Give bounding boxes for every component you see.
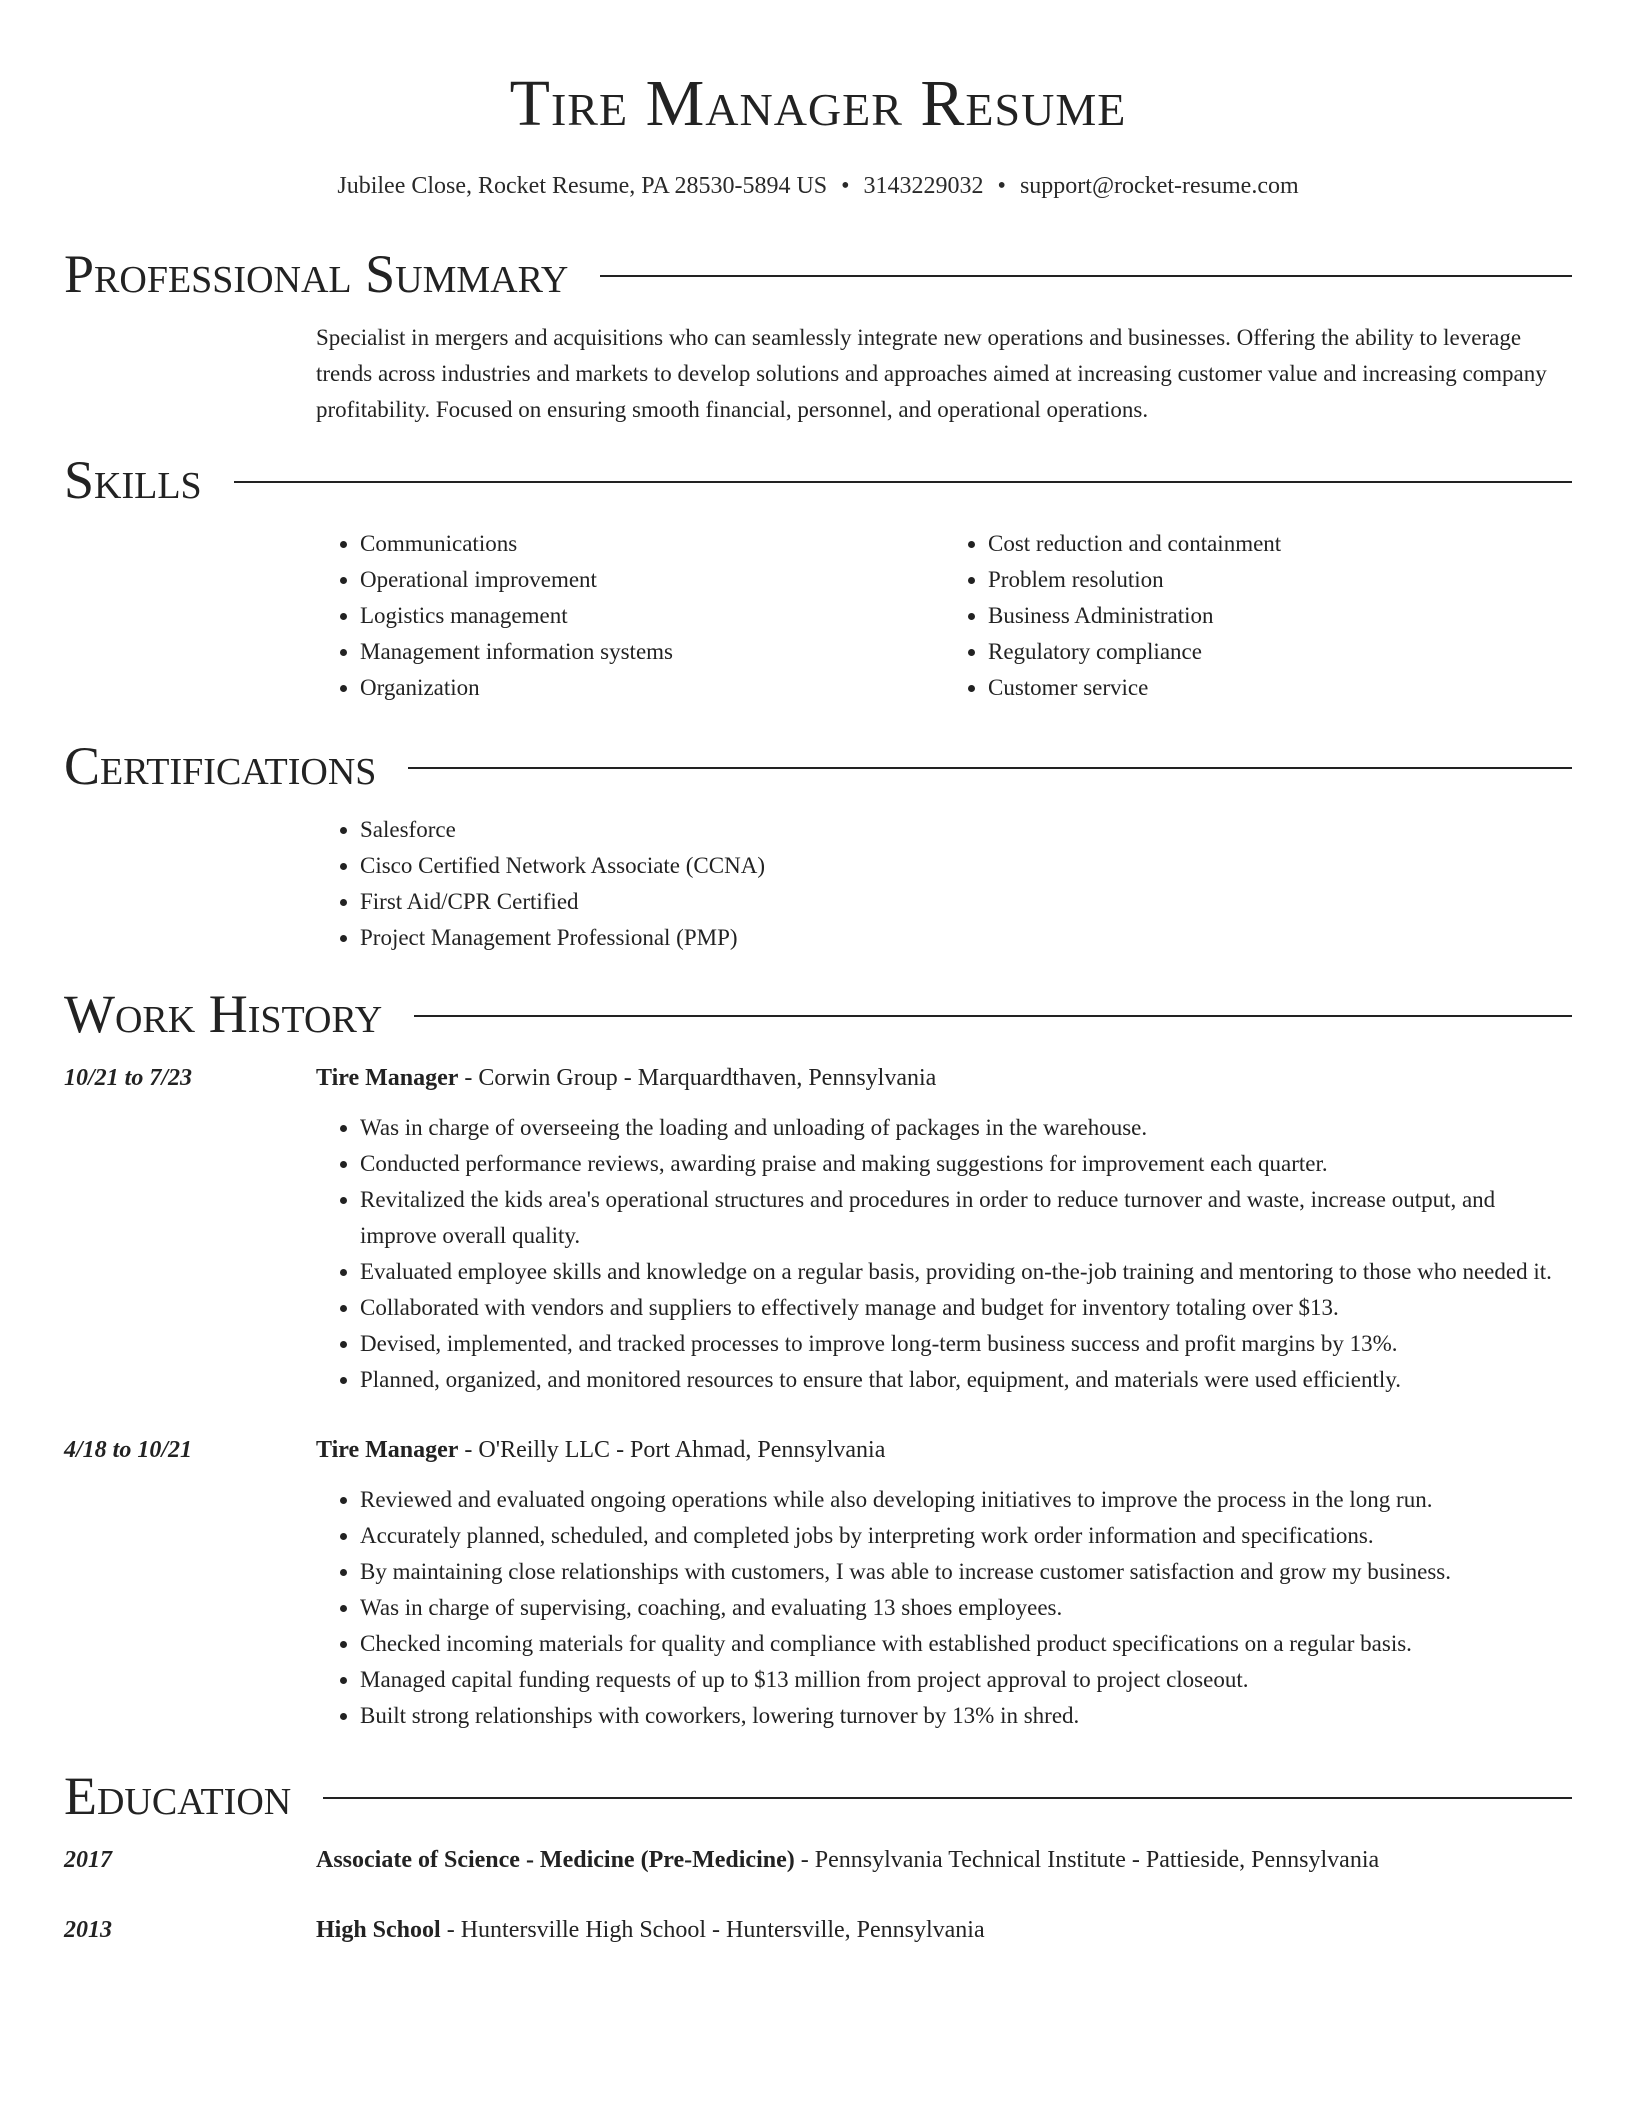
work-history-heading-row [64, 982, 1572, 1046]
education-line [316, 1912, 985, 1948]
job-title-line [316, 1432, 885, 1468]
job-bullet: • Managed capital funding requests of up to $13 million from project approval to project closeout. [360, 1662, 1572, 1698]
job-bullets [316, 1482, 1572, 1734]
section-divider [408, 767, 1572, 769]
skill-item: • Customer service [988, 670, 1572, 706]
skills-grid [316, 526, 1572, 706]
contact-phone: 3143229032 [863, 173, 984, 199]
skill-item: • Business Administration [988, 598, 1572, 634]
summary-section [64, 242, 1572, 428]
summary-heading-row [64, 242, 1572, 306]
summary-heading: Professional Summary [64, 244, 569, 304]
work-history-section [64, 982, 1572, 1734]
job-bullet: • Accurately planned, scheduled, and completed jobs by interpreting work order information and specifications. [360, 1518, 1572, 1554]
job-bullet: • Revitalized the kids area's operational structures and procedures in order to reduce turnover and waste, increase output, and improve overall quality. [360, 1182, 1572, 1254]
education-year: 2013 [64, 1917, 112, 1943]
skills-section [64, 448, 1572, 706]
certifications-content [316, 812, 1572, 956]
job-entry [64, 1432, 1572, 1468]
skill-item: • Regulatory compliance [988, 634, 1572, 670]
skill-item: • Communications [360, 526, 944, 562]
skill-item: • Problem resolution [988, 562, 1572, 598]
contact-email: support@rocket-resume.com [1019, 173, 1299, 199]
job-bullet: • Was in charge of supervising, coaching, and evaluating 13 shoes employees. [360, 1590, 1572, 1626]
job-bullet: • Was in charge of overseeing the loading and unloading of packages in the warehouse. [360, 1110, 1572, 1146]
job-dates: 10/21 to 7/23 [64, 1065, 193, 1091]
skills-heading-row [64, 448, 1572, 512]
education-line [316, 1842, 1379, 1878]
job-bullet-list [316, 1110, 1572, 1398]
education-heading-row [64, 1764, 1572, 1828]
contact-separator: • [997, 173, 1006, 199]
education-degree: High School [316, 1917, 441, 1943]
job-title-line [316, 1060, 936, 1096]
job-bullet: • Devised, implemented, and tracked processes to improve long-term business success and profit margins by 13%. [360, 1326, 1572, 1362]
certification-item: • Cisco Certified Network Associate (CCNA) [360, 848, 1572, 884]
contact-separator: • [841, 173, 850, 199]
contact-line [64, 170, 1572, 202]
job-bullet: • By maintaining close relationships with customers, I was able to increase customer satisfaction and grow my business. [360, 1554, 1572, 1590]
job-dates: 4/18 to 10/21 [64, 1437, 193, 1463]
skills-list-right [944, 526, 1572, 706]
skill-item: • Logistics management [360, 598, 944, 634]
skills-list-left [316, 526, 944, 706]
section-divider [234, 481, 1572, 483]
education-heading: Education [64, 1766, 292, 1826]
job-details: - O'Reilly LLC - Port Ahmad, Pennsylvania [458, 1437, 886, 1463]
skill-item: • Management information systems [360, 634, 944, 670]
skills-heading: Skills [64, 450, 202, 510]
certifications-list [316, 812, 1572, 956]
contact-address: Jubilee Close, Rocket Resume, PA 28530-5894 US [337, 173, 828, 199]
education-entry [64, 1842, 1572, 1878]
certification-item: • Salesforce [360, 812, 1572, 848]
job-bullet: • Built strong relationships with coworkers, lowering turnover by 13% in shred. [360, 1698, 1572, 1734]
job-bullet: • Collaborated with vendors and suppliers to effectively manage and budget for inventory totaling over $13. [360, 1290, 1572, 1326]
skill-item: • Operational improvement [360, 562, 944, 598]
job-entry [64, 1060, 1572, 1096]
job-bullet: • Reviewed and evaluated ongoing operations while also developing initiatives to improve the process in the long run. [360, 1482, 1572, 1518]
resume-title: Tire Manager Resume [509, 67, 1127, 140]
job-bullet: • Evaluated employee skills and knowledge on a regular basis, providing on-the-job training and mentoring to those who needed it. [360, 1254, 1572, 1290]
section-divider [414, 1015, 1572, 1017]
skill-item: • Cost reduction and containment [988, 526, 1572, 562]
skill-item: • Organization [360, 670, 944, 706]
section-divider [323, 1797, 1572, 1799]
job-title: Tire Manager [316, 1065, 459, 1091]
job-bullet: • Planned, organized, and monitored resources to ensure that labor, equipment, and materials were used efficiently. [360, 1362, 1572, 1398]
section-divider [600, 275, 1572, 277]
education-entry [64, 1912, 1572, 1948]
job-bullet: • Checked incoming materials for quality and compliance with established product specifications on a regular basis. [360, 1626, 1572, 1662]
work-history-heading: Work History [64, 984, 383, 1044]
certifications-heading: Certifications [64, 736, 377, 796]
job-bullet: • Conducted performance reviews, awarding praise and making suggestions for improvement each quarter. [360, 1146, 1572, 1182]
education-degree: Associate of Science - Medicine (Pre-Medicine) [316, 1847, 795, 1873]
education-details: - Huntersville High School - Huntersville, Pennsylvania [440, 1917, 985, 1943]
certification-item: • First Aid/CPR Certified [360, 884, 1572, 920]
resume-page [64, 0, 1572, 1948]
certifications-heading-row [64, 734, 1572, 798]
education-section [64, 1764, 1572, 1948]
job-title: Tire Manager [316, 1437, 459, 1463]
job-bullet-list [316, 1482, 1572, 1734]
education-year: 2017 [64, 1847, 112, 1873]
job-details: - Corwin Group - Marquardthaven, Pennsylvania [458, 1065, 937, 1091]
education-details: - Pennsylvania Technical Institute - Pattieside, Pennsylvania [794, 1847, 1380, 1873]
summary-text: Specialist in mergers and acquisitions who can seamlessly integrate new operations and businesses. Offering the ability to leverage trends across industries and markets to develop solutions and approaches aimed at increasing customer value and increasing company profitability. Focused on ensuring smooth financial, personnel, and operational operations. [316, 325, 1547, 422]
certification-item: • Project Management Professional (PMP) [360, 920, 1572, 956]
job-bullets [316, 1110, 1572, 1398]
certifications-section [64, 734, 1572, 956]
